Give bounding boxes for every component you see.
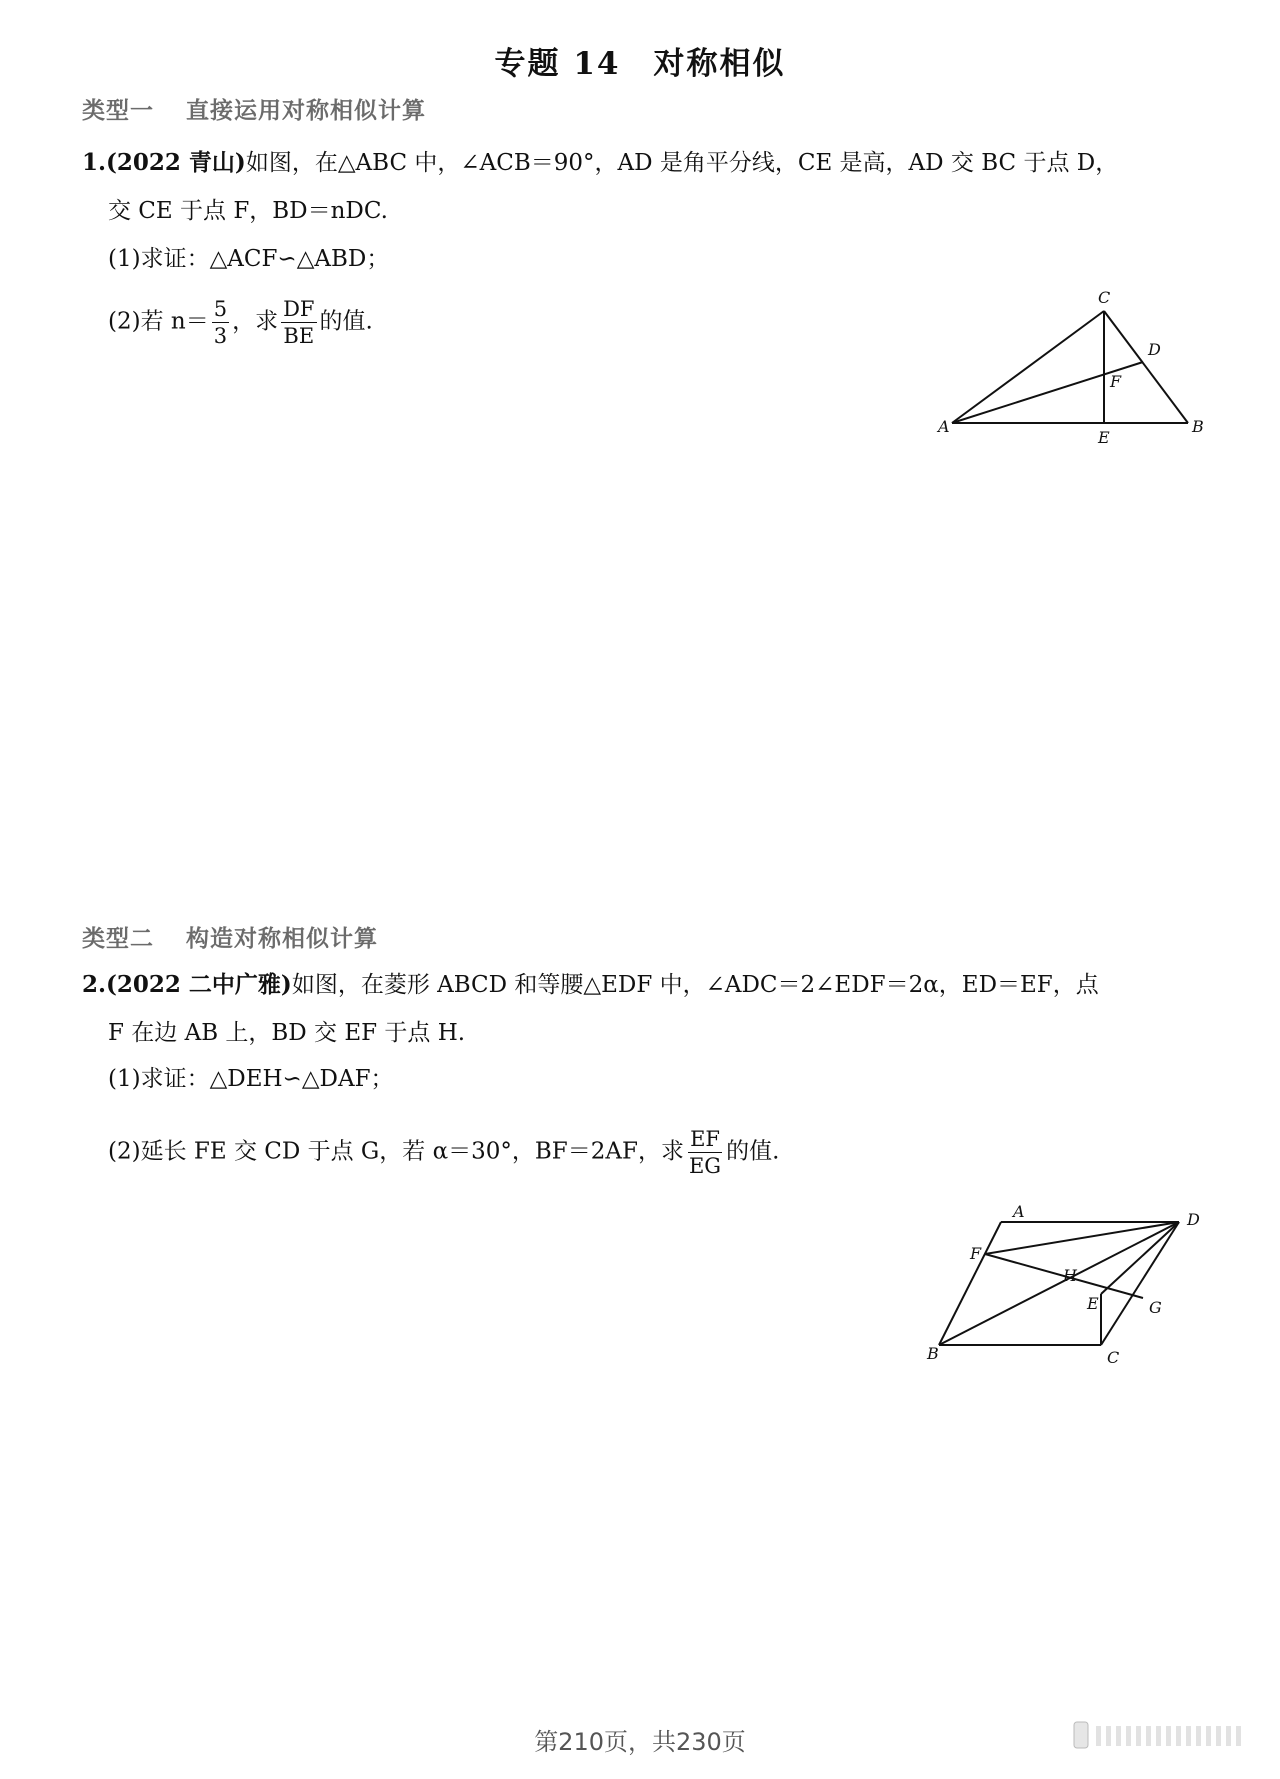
problem-2-part2-suffix: 的值. (726, 1138, 780, 1165)
label-a: A (938, 417, 950, 436)
section-1-label: 类型一 (82, 98, 154, 124)
section-2-label: 类型二 (82, 926, 154, 952)
label-f: F (970, 1244, 982, 1263)
section-1-title: 直接运用对称相似计算 (186, 98, 426, 124)
label-e: E (1087, 1294, 1099, 1313)
section-heading-1 (82, 92, 426, 125)
page-footer: 第210页，共230页 (534, 1728, 746, 1756)
fraction-df-be-denominator: BE (283, 324, 315, 348)
segment-ab (939, 1222, 1001, 1345)
problem-2-source: (2022 二中广雅) (106, 971, 292, 998)
label-b: B (1192, 417, 1204, 436)
section-heading-2 (82, 920, 378, 953)
fraction-ef-eg-denominator: EG (688, 1154, 722, 1178)
problem-2-part2-prefix: (2)延长 FE 交 CD 于点 G，若 α＝30°，BF＝2AF，求 (108, 1138, 684, 1165)
label-d: D (1148, 340, 1161, 359)
problem-1-stem-line1 (82, 146, 1118, 180)
fraction-df-be (281, 296, 316, 349)
label-d: D (1187, 1210, 1200, 1229)
problem-2-stem-line1 (82, 968, 1099, 1002)
fraction-df-be-numerator: DF (283, 297, 315, 321)
problem-2-number: 2. (82, 971, 107, 998)
label-f: F (1110, 372, 1122, 391)
fraction-n (212, 296, 229, 349)
problem-1-part2-mid: ，求 (232, 308, 279, 335)
problem-1-part1: (1)求证：△ACF∽△ABD； (108, 246, 390, 272)
problem-2-part1: (1)求证：△DEH∽△DAF； (108, 1066, 394, 1092)
fraction-ef-eg-numerator: EF (690, 1127, 720, 1151)
fraction-n-numerator: 5 (213, 297, 228, 321)
figure-2-rhombus (915, 1195, 1215, 1380)
label-b: B (927, 1344, 939, 1363)
problem-2-part2 (108, 1126, 779, 1179)
section-2-title: 构造对称相似计算 (186, 926, 378, 952)
segment-cb (1104, 311, 1188, 423)
problem-1-stem-text-1: 如图，在△ABC 中，∠ACB＝90°，AD 是角平分线，CE 是高，AD 交 BC 于点 D， (245, 150, 1119, 176)
problem-1-part2 (108, 296, 373, 349)
label-h: H (1063, 1266, 1077, 1285)
page-scroll-indicator[interactable] (1072, 1720, 1252, 1750)
problem-1-number: 1. (82, 149, 107, 176)
problem-1-part2-suffix: 的值. (319, 308, 373, 335)
label-a: A (1013, 1202, 1025, 1221)
indicator-thumb[interactable] (1074, 1722, 1088, 1748)
label-c: C (1098, 288, 1111, 307)
segment-bd (939, 1222, 1179, 1345)
problem-1-source: (2022 青山) (106, 149, 246, 176)
label-e: E (1098, 428, 1110, 447)
problem-2-stem-line2: F 在边 AB 上，BD 交 EF 于点 H. (108, 1020, 466, 1046)
segment-ac (952, 311, 1104, 423)
fraction-n-denominator: 3 (213, 324, 228, 348)
figure-1-triangle (930, 280, 1220, 450)
fraction-ef-eg (687, 1126, 723, 1179)
label-g: G (1149, 1298, 1162, 1317)
problem-1-part2-prefix: (2)若 n＝ (108, 308, 209, 335)
problem-2-stem-text-1: 如图，在菱形 ABCD 和等腰△EDF 中，∠ADC＝2∠EDF＝2α，ED＝EF，点 (291, 972, 1099, 998)
page-title: 专题 14 对称相似 (494, 46, 786, 82)
problem-1-stem-line2: 交 CE 于点 F，BD＝nDC. (108, 198, 388, 224)
label-c: C (1107, 1348, 1120, 1367)
